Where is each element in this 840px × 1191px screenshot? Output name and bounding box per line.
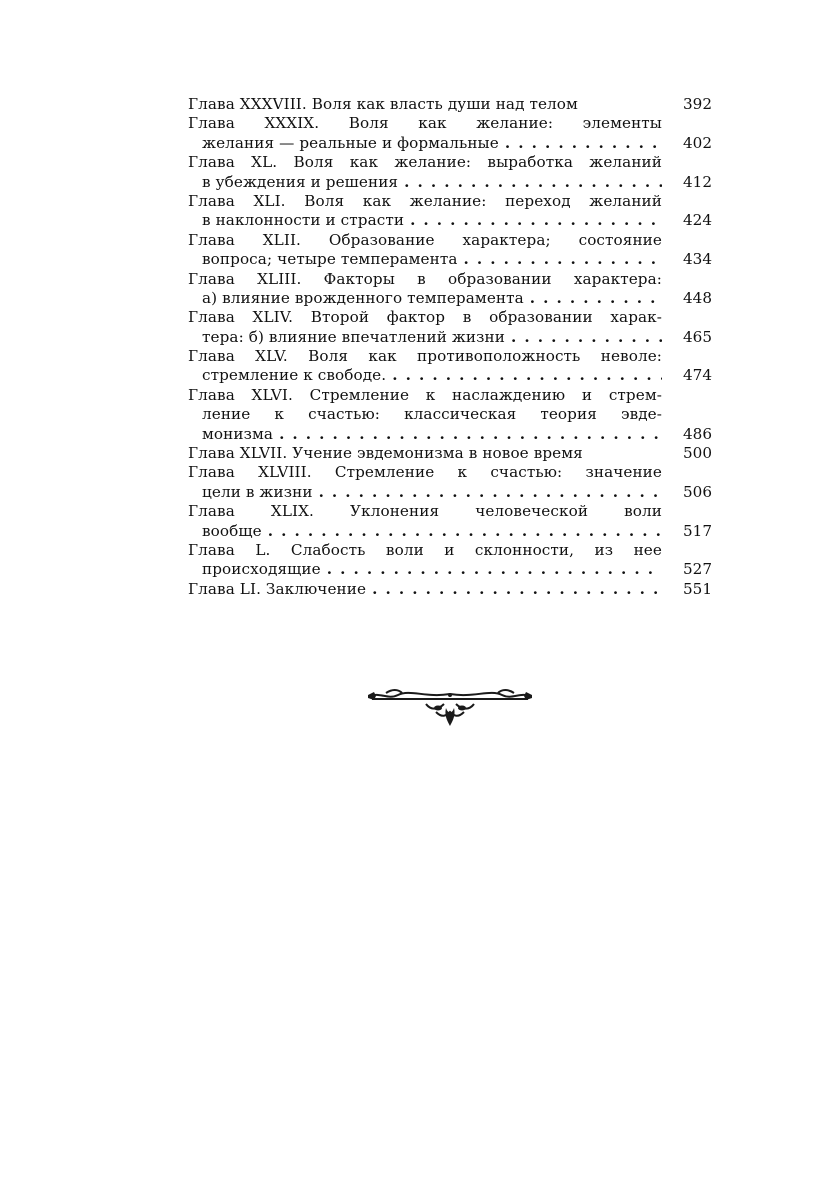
page-number: 506 <box>683 482 712 501</box>
page-number: 402 <box>683 133 712 152</box>
toc-entry <box>188 270 712 309</box>
dot-leader <box>366 580 662 599</box>
toc-entry <box>188 114 712 153</box>
dot-leader <box>458 250 662 269</box>
page-number: 517 <box>683 521 712 540</box>
dot-leader <box>404 211 662 230</box>
toc-entry <box>188 463 712 502</box>
dot-leader <box>273 425 662 444</box>
toc-entry-title-line: стремление к свободе. <box>202 366 387 385</box>
toc-entry <box>188 541 712 580</box>
toc-entry-title-line: Глава L. Слабость воли и склонности, из нее <box>188 540 662 559</box>
toc-entry-title-line: Глава XXXIX. Воля как желание: элементы <box>188 114 662 133</box>
toc-entry-title-line: Глава XLV. Воля как противоположность неволе: <box>188 347 662 366</box>
toc-entry-title-line: происходящие <box>202 560 321 579</box>
toc-entry <box>188 444 712 463</box>
toc-entry-title-line: тера: б) влияние впечатлений жизни <box>202 327 505 346</box>
toc-entry-title-line: в наклонности и страсти <box>202 211 405 230</box>
page-number: 424 <box>683 211 712 230</box>
toc-entry <box>188 386 712 444</box>
page-number: 486 <box>683 424 712 443</box>
dot-leader <box>386 366 662 385</box>
toc-entry-title-line: Глава XXXVIII. Воля как власть души над телом <box>188 95 578 113</box>
toc-entry-title-line: в убеждения и решения <box>202 172 399 191</box>
page-number: 500 <box>683 444 712 463</box>
toc-entry <box>188 95 712 114</box>
dot-leader <box>505 328 662 347</box>
toc-entry-title-line: Глава XLI. Воля как желание: переход желаний <box>188 191 662 210</box>
toc-entry-title-line: цели в жизни <box>202 482 313 501</box>
toc-entry <box>188 502 712 541</box>
toc-entry-title-line: монизма <box>202 424 274 443</box>
page-number: 465 <box>683 327 712 346</box>
toc-entry-title-line: а) влияние врожденного темперамента <box>202 288 524 307</box>
table-of-contents <box>188 95 712 599</box>
toc-entry <box>188 192 712 231</box>
page-number: 551 <box>683 579 712 598</box>
dot-leader <box>313 483 662 502</box>
toc-entry <box>188 153 712 192</box>
toc-entry-title-line: Глава XLIV. Второй фактор в образовании харак- <box>188 308 662 327</box>
toc-entry-title-line: ление к счастью: классическая теория эвде- <box>202 405 662 424</box>
decorative-flourish-ornament <box>366 686 534 730</box>
page-number: 527 <box>683 560 712 579</box>
toc-entry-title-line: Глава XLVI. Стремление к наслаждению и стрем- <box>188 385 662 404</box>
toc-entry-title-line: Глава XLIX. Уклонения человеческой воли <box>188 502 662 521</box>
toc-entry-title-line: Глава LI. Заключение <box>188 579 367 598</box>
page-number: 474 <box>683 366 712 385</box>
page-number: 448 <box>683 288 712 307</box>
toc-entry-title-line: Глава XLVIII. Стремление к счастью: значение <box>188 463 662 482</box>
toc-entry <box>188 580 712 599</box>
page-number: 392 <box>683 95 712 113</box>
dot-leader <box>524 289 662 308</box>
toc-entry-title-line: вообще <box>202 521 262 540</box>
dot-leader <box>321 560 662 579</box>
toc-entry-title-line: Глава XLIII. Факторы в образовании характера: <box>188 269 662 288</box>
toc-entry <box>188 347 712 386</box>
toc-entry-title-line: Глава XLII. Образование характера; состояние <box>188 230 662 249</box>
toc-entry <box>188 231 712 270</box>
page-number: 434 <box>683 250 712 269</box>
dot-leader <box>398 173 662 192</box>
toc-entry-title-line: Глава XLVII. Учение эвдемонизма в новое время <box>188 444 583 463</box>
toc-entry-title-line: вопроса; четыре темперамента <box>202 250 458 269</box>
toc-entry-title-line: желания — реальные и формальные <box>202 133 499 152</box>
dot-leader <box>499 134 662 153</box>
toc-entry <box>188 308 712 347</box>
page-number: 412 <box>683 172 712 191</box>
dot-leader <box>262 522 662 541</box>
toc-entry-title-line: Глава XL. Воля как желание: выработка желаний <box>188 153 662 172</box>
